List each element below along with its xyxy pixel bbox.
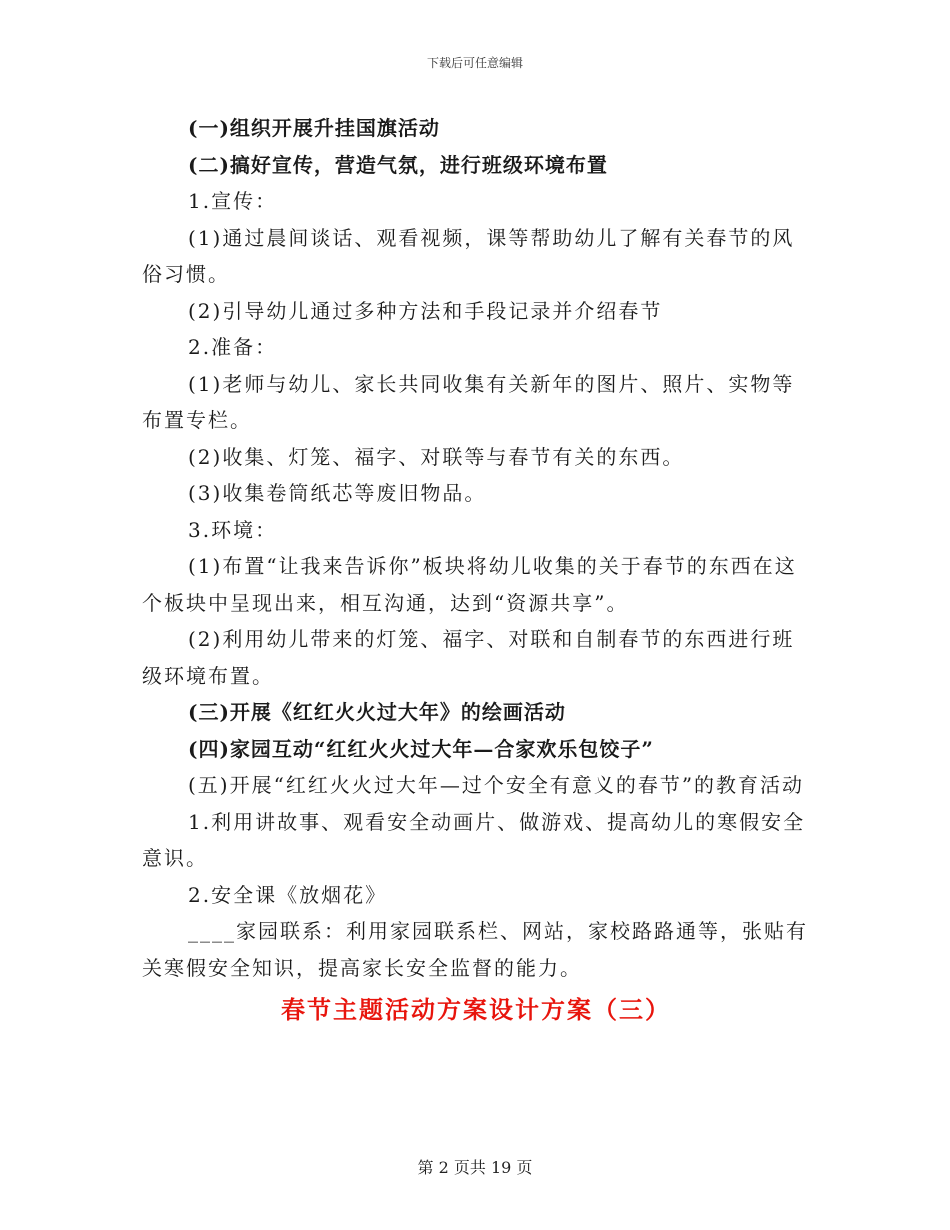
heading-5: (五)开展“红红火火过大年—过个安全有意义的春节”的教育活动 (188, 773, 805, 797)
paragraph: (1)老师与幼儿、家长共同收集有关新年的图片、照片、实物等布置专栏。 (142, 371, 795, 432)
paragraph: (1)通过晨间谈话、观看视频，课等帮助幼儿了解有关春节的风俗习惯。 (142, 225, 795, 286)
paragraph: (1)布置“让我来告诉你”板块将幼儿收集的关于春节的东西在这个板块中呈现出来，相互沟通，达到“资源共享”。 (142, 554, 797, 615)
document-body (142, 110, 810, 1030)
page-header: 下载后可任意编辑 (426, 56, 523, 70)
paragraph: (2)收集、灯笼、福字、对联等与春节有关的东西。 (188, 444, 685, 469)
paragraph: ____家园联系：利用家园联系栏、网站，家校路路通等，张贴有关寒假安全知识，提高家长安全监督的能力。 (142, 919, 808, 980)
heading-4: (四)家园互动“红红火火过大年—合家欢乐包饺子” (188, 736, 654, 761)
paragraph: 1.利用讲故事、观看安全动画片、做游戏、提高幼儿的寒假安全意识。 (142, 809, 806, 870)
heading-2: (二)搞好宣传，营造气氛，进行班级环境布置 (188, 152, 608, 177)
paragraph: (2)利用幼儿带来的灯笼、福字、对联和自制春节的东西进行班级环境布置。 (142, 627, 795, 688)
paragraph: 1.宣传： (188, 189, 278, 213)
heading-3: (三)开展《红红火火过大年》的绘画活动 (188, 700, 566, 724)
paragraph: (3)收集卷筒纸芯等废旧物品。 (188, 481, 487, 505)
paragraph: 2.准备： (188, 335, 278, 359)
paragraph: (2)引导幼儿通过多种方法和手段记录并介绍春节 (188, 298, 663, 323)
paragraph: 3.环境： (188, 517, 278, 542)
section-title: 春节主题活动方案设计方案（三） (281, 995, 671, 1024)
page-footer: 第 2 页共 19 页 (417, 1158, 533, 1177)
paragraph: 2.安全课《放烟花》 (188, 882, 388, 907)
heading-1: (一)组织开展升挂国旗活动 (188, 116, 440, 140)
